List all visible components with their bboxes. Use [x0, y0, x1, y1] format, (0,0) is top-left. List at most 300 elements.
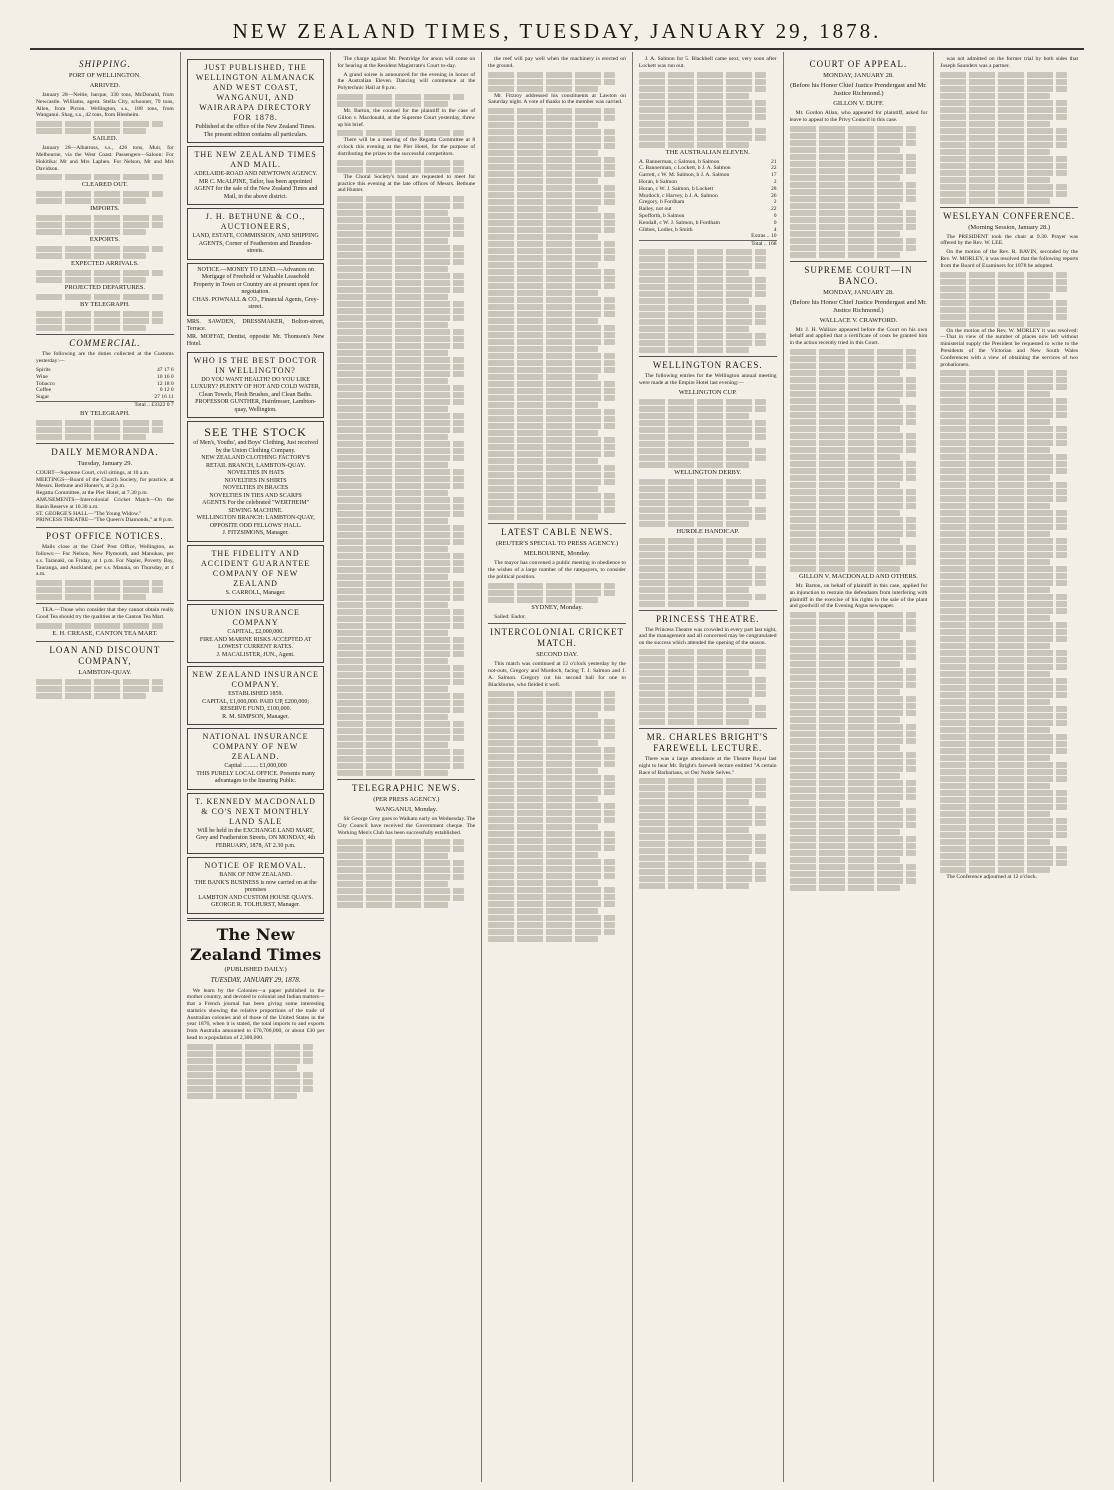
text-filler	[790, 857, 900, 863]
text-filler	[36, 594, 146, 600]
text-filler	[639, 521, 749, 527]
text-filler	[639, 580, 766, 586]
text-filler	[940, 391, 1050, 397]
text-filler	[639, 538, 766, 544]
text-filler	[790, 391, 917, 397]
text-filler	[790, 668, 917, 674]
text-filler	[940, 142, 1067, 148]
text-filler	[940, 671, 1050, 677]
divider	[36, 527, 174, 528]
text-filler	[488, 332, 615, 338]
text-filler	[36, 246, 163, 252]
text-filler	[488, 325, 615, 331]
text-filler	[36, 420, 163, 426]
text-filler	[790, 710, 917, 716]
text-filler	[790, 161, 917, 167]
text-filler	[337, 196, 464, 202]
text-filler	[639, 256, 766, 262]
table-row: Gregory, b Fordham 2	[638, 199, 777, 206]
text-filler	[790, 829, 900, 835]
text-filler	[790, 836, 917, 842]
post-title: POST OFFICE NOTICES.	[46, 531, 164, 542]
table-row: Horan, b Salmon 2	[638, 178, 777, 185]
text-filler	[940, 517, 1067, 523]
text-filler	[790, 245, 917, 251]
bank-name: BANK OF NEW ZEALAND.	[219, 872, 292, 878]
shoe-company: WELLINGTON BRANCH: LAMBTON-QUAY, OPPOSITE ODD FELLOWS' HALL.	[196, 515, 315, 529]
money-ad	[187, 263, 325, 316]
supreme-case: WALLACE V. CRAWFORD.	[819, 316, 898, 324]
text-filler	[940, 489, 1067, 495]
text-filler	[488, 283, 615, 289]
text-filler	[940, 86, 1067, 92]
text-filler	[940, 314, 1067, 320]
text-filler	[940, 198, 1050, 204]
text-filler	[790, 703, 917, 709]
text-filler	[790, 524, 917, 530]
text-filler	[488, 444, 615, 450]
text-filler	[337, 238, 447, 244]
text-filler	[337, 336, 464, 342]
duties-table	[36, 367, 174, 409]
text-filler	[940, 496, 1067, 502]
text-filler	[337, 581, 464, 587]
text-filler	[790, 370, 900, 376]
text-filler	[337, 357, 464, 363]
text-filler	[337, 588, 464, 594]
text-filler	[940, 699, 1050, 705]
text-filler	[940, 307, 1067, 313]
table-row: Extras .. 10	[751, 233, 777, 240]
text-filler	[36, 121, 163, 127]
nztimes-ad	[187, 146, 325, 205]
text-filler	[940, 748, 1067, 754]
wellington-races-text: The following entries for the Wellington annual meeting were made at the Empire Hotel last evening:—	[638, 372, 777, 386]
wesleyan-sub: (Morning Session, January 28.)	[968, 223, 1051, 231]
text-filler	[337, 266, 447, 272]
text-filler	[940, 503, 1050, 509]
latest-cable-title: LATEST CABLE NEWS.	[500, 527, 614, 538]
text-filler	[790, 133, 917, 139]
text-filler	[940, 475, 1050, 481]
text-filler	[639, 462, 749, 468]
text-filler	[337, 399, 464, 405]
text-filler	[790, 752, 917, 758]
table-row: Total .. 168	[639, 241, 777, 248]
text-filler	[790, 510, 900, 516]
commercial-intro: The following are the duties collected at the Customs yesterday:—	[36, 351, 174, 365]
text-filler	[940, 398, 1067, 404]
text-filler	[337, 574, 447, 580]
removal-ad	[187, 857, 325, 914]
text-filler	[337, 867, 464, 873]
text-filler	[940, 384, 1067, 390]
text-filler	[488, 227, 615, 233]
national-ad	[187, 728, 325, 790]
text-filler	[790, 864, 917, 870]
stock-ad	[187, 421, 325, 542]
text-filler	[187, 1093, 297, 1099]
text-filler	[639, 827, 749, 833]
text-filler	[337, 427, 464, 433]
text-filler	[488, 486, 598, 492]
latest-cable-sub: (REUTER'S SPECIAL TO PRESS AGENCY.)	[495, 540, 619, 548]
text-filler	[639, 587, 749, 593]
text-filler	[790, 356, 917, 362]
text-filler	[940, 615, 1050, 621]
text-filler	[940, 846, 1067, 852]
text-filler	[639, 883, 749, 889]
text-filler	[488, 437, 615, 443]
text-filler	[940, 79, 1067, 85]
text-filler	[187, 1086, 314, 1092]
novelty-line: NOVELTIES IN BRACES	[223, 485, 289, 491]
text-filler	[790, 433, 917, 439]
text-filler	[337, 392, 464, 398]
text-filler	[337, 308, 464, 314]
text-filler	[337, 560, 464, 566]
text-filler	[337, 693, 464, 699]
text-filler	[36, 623, 163, 629]
text-filler	[940, 286, 1067, 292]
text-filler	[639, 813, 766, 819]
text-filler	[790, 531, 917, 537]
derby-title: WELLINGTON DERBY.	[674, 468, 742, 476]
paragraph: the reef will pay well when the machinery is erected on the ground.	[488, 56, 626, 69]
column-4	[482, 52, 633, 1482]
text-filler	[940, 601, 1067, 607]
text-filler	[337, 350, 447, 356]
text-filler	[488, 852, 598, 858]
wellington-races-title: WELLINGTON RACES.	[652, 359, 763, 370]
divider	[488, 523, 626, 524]
text-filler	[488, 416, 615, 422]
text-filler	[639, 298, 749, 304]
text-filler	[940, 279, 1067, 285]
text-filler	[337, 630, 447, 636]
text-filler	[790, 566, 900, 572]
text-filler	[940, 405, 1067, 411]
text-filler	[940, 629, 1067, 635]
text-filler	[639, 507, 766, 513]
text-filler	[940, 370, 1067, 376]
text-filler	[940, 293, 1050, 299]
text-filler	[790, 724, 917, 730]
union-title: UNION INSURANCE COMPANY	[211, 608, 300, 627]
paper-date: TUESDAY, JANUARY 29, 1878.	[210, 975, 301, 984]
table-row: Bailey, not out 22	[638, 206, 777, 213]
table-row: Spirits 47 17 6	[36, 366, 174, 373]
text-filler	[790, 363, 917, 369]
almanack-text: Published at the office of the New Zealand Times. The present edition contains all particulars.	[195, 124, 316, 138]
text-filler	[337, 231, 464, 237]
text-filler	[36, 580, 163, 586]
text-filler	[940, 734, 1067, 740]
paragraph: Mr. Fitzroy addressed his constituents at Lawton on Saturday night. A vote of thanks to the member was carried.	[488, 92, 626, 106]
text-filler	[337, 455, 464, 461]
table-row: Spofforth, b Salmon 0	[638, 212, 777, 219]
text-filler	[36, 215, 163, 221]
text-filler	[790, 815, 917, 821]
text-filler	[940, 720, 1067, 726]
memoranda-title: DAILY MEMORANDA.	[51, 446, 159, 457]
column-7	[934, 52, 1084, 1482]
text-filler	[488, 150, 598, 156]
text-filler	[488, 276, 615, 282]
paper-sub: (PUBLISHED DAILY.)	[224, 965, 287, 973]
table-row: Sugar 27 16 11	[36, 394, 174, 401]
text-filler	[639, 486, 766, 492]
text-filler	[488, 199, 615, 205]
text-filler	[488, 719, 615, 725]
text-filler	[639, 72, 766, 78]
text-filler	[337, 413, 464, 419]
text-filler	[790, 349, 917, 355]
text-filler	[337, 721, 464, 727]
text-filler	[488, 810, 615, 816]
divider	[337, 779, 475, 780]
text-filler	[940, 622, 1067, 628]
text-filler	[639, 107, 766, 113]
union-text: FIRE AND MARINE RISKS ACCEPTED AT LOWEST CURRENT RATES.	[199, 636, 312, 650]
text-filler	[36, 229, 146, 235]
text-filler	[940, 580, 1067, 586]
text-filler	[488, 136, 615, 142]
text-filler	[488, 304, 615, 310]
text-filler	[940, 685, 1067, 691]
expected-head: EXPECTED ARRIVALS.	[70, 260, 139, 268]
text-filler	[488, 86, 598, 92]
text-filler	[337, 130, 464, 136]
text-filler	[337, 895, 464, 901]
imports-head: IMPORTS.	[90, 205, 120, 213]
text-filler	[488, 726, 615, 732]
text-filler	[639, 785, 766, 791]
text-filler	[488, 507, 615, 513]
text-filler	[337, 770, 447, 776]
text-filler	[639, 684, 766, 690]
text-filler	[940, 135, 1067, 141]
text-filler	[940, 636, 1067, 642]
bethune-ad	[187, 208, 325, 260]
telegraphic-sub: (PER PRESS AGENCY.)	[373, 796, 440, 804]
text-filler	[337, 686, 447, 692]
text-filler	[337, 749, 464, 755]
text-filler	[790, 738, 917, 744]
canton-signature: E. H. CREASE, CANTON TEA MART.	[52, 629, 158, 637]
text-filler	[488, 72, 615, 78]
text-filler	[790, 633, 900, 639]
almanack-ad	[187, 59, 325, 143]
text-filler	[488, 339, 615, 345]
text-filler	[488, 597, 598, 603]
text-filler	[187, 1058, 314, 1064]
text-filler	[36, 427, 163, 433]
text-filler	[940, 163, 1067, 169]
masthead: NEW ZEALAND TIMES, TUESDAY, JANUARY 29, 1878.	[30, 14, 1084, 50]
text-filler	[337, 763, 464, 769]
text-filler	[488, 747, 615, 753]
text-filler	[337, 623, 464, 629]
text-filler	[337, 846, 464, 852]
text-filler	[790, 717, 900, 723]
text-filler	[488, 367, 615, 373]
text-filler	[639, 712, 766, 718]
text-filler	[790, 426, 900, 432]
text-filler	[488, 901, 615, 907]
text-filler	[337, 874, 464, 880]
text-filler	[337, 728, 464, 734]
text-filler	[790, 489, 917, 495]
text-filler	[940, 853, 1067, 859]
text-filler	[488, 866, 615, 872]
text-filler	[337, 462, 447, 468]
text-filler	[488, 143, 615, 149]
text-filler	[940, 482, 1067, 488]
bank-text: THE BANK'S BUSINESS is now carried on at the premises	[194, 879, 317, 893]
nztimes-sub: ADELAIDE-ROAD AND NEWTOWN AGENCY.	[193, 171, 318, 177]
text-filler	[36, 325, 146, 331]
text-filler	[790, 496, 917, 502]
text-filler	[790, 626, 917, 632]
union-capital: CAPITAL, £2,000,000.	[227, 629, 284, 635]
divider	[790, 261, 928, 262]
text-filler	[790, 482, 900, 488]
text-filler	[639, 855, 749, 861]
paragraph: J. A. Salmon for 5. Blackbell came next, very soon after Lockett was run out.	[638, 56, 777, 69]
text-filler	[639, 705, 766, 711]
text-filler	[940, 769, 1067, 775]
text-filler	[488, 761, 615, 767]
cleared-out-head: CLEARED OUT.	[81, 181, 128, 189]
text-filler	[940, 650, 1067, 656]
text-filler	[940, 573, 1067, 579]
sewing-title: AGENTS For the celebrated "WERTHEIM" SEWING MACHINE.	[202, 500, 309, 514]
text-filler	[639, 663, 766, 669]
text-filler	[337, 700, 464, 706]
text-filler	[790, 780, 917, 786]
text-filler	[790, 384, 917, 390]
text-filler	[488, 500, 615, 506]
text-filler	[639, 79, 766, 85]
text-filler	[639, 691, 766, 697]
almanack-title: JUST PUBLISHED, THE WELLINGTON ALMANACK AND WEST COAST, WANGANUI, AND WAIRARAPA DIRECTORY FOR 1878.	[195, 63, 316, 122]
text-filler	[790, 871, 917, 877]
text-filler	[790, 210, 917, 216]
column-5	[633, 52, 784, 1482]
text-filler	[639, 778, 766, 784]
text-filler	[337, 902, 447, 908]
text-filler	[488, 346, 598, 352]
text-filler	[488, 423, 615, 429]
text-filler	[639, 479, 766, 485]
text-filler	[488, 311, 615, 317]
shipping-port: PORT OF WELLINGTON.	[68, 72, 141, 79]
text-filler	[940, 727, 1050, 733]
text-filler	[940, 608, 1067, 614]
text-filler	[337, 343, 464, 349]
text-filler	[940, 412, 1067, 418]
text-filler	[639, 493, 766, 499]
text-filler	[337, 160, 464, 166]
scores-title: THE AUSTRALIAN ELEVEN.	[665, 148, 750, 156]
nzins-capital: CAPITAL, £1,000,000. PAID UP, £200,000; RESERVE FUND, £100,000.	[202, 698, 310, 712]
text-filler	[337, 756, 464, 762]
text-filler	[36, 434, 146, 440]
text-filler	[488, 796, 598, 802]
appeal-title: COURT OF APPEAL.	[809, 59, 908, 69]
sailed-head: SAILED.	[92, 135, 118, 143]
text-filler	[639, 649, 766, 655]
text-filler	[337, 483, 464, 489]
text-filler	[790, 196, 917, 202]
text-filler	[488, 192, 615, 198]
text-filler	[940, 664, 1067, 670]
text-filler	[940, 692, 1067, 698]
text-filler	[187, 1079, 314, 1085]
text-filler	[940, 156, 1067, 162]
text-filler	[337, 385, 464, 391]
text-filler	[639, 876, 766, 882]
text-filler	[639, 559, 749, 565]
princess-text: The Princess Theatre was crowded in every part last night, and the management and all concerned may be congratulated on the success which attended the opening of the season.	[638, 626, 777, 647]
text-filler	[940, 191, 1067, 197]
text-filler	[488, 936, 598, 942]
text-filler	[940, 790, 1067, 796]
text-filler	[790, 675, 917, 681]
text-filler	[488, 824, 598, 830]
text-filler	[337, 595, 464, 601]
bank-sign: GEORGE R. TOLHURST, Manager.	[211, 902, 301, 908]
text-filler	[639, 333, 766, 339]
text-filler	[36, 222, 163, 228]
text-filler	[337, 441, 464, 447]
text-filler	[790, 612, 917, 618]
divider	[940, 207, 1078, 208]
text-filler	[940, 755, 1050, 761]
text-filler	[790, 538, 900, 544]
removal-title: NOTICE OF REMOVAL.	[204, 861, 307, 870]
text-filler	[36, 693, 146, 699]
text-filler	[337, 217, 464, 223]
text-filler	[940, 447, 1050, 453]
text-filler	[337, 888, 464, 894]
text-filler	[337, 860, 464, 866]
text-filler	[940, 706, 1067, 712]
text-filler	[940, 559, 1050, 565]
text-filler	[337, 637, 464, 643]
text-filler	[940, 321, 1050, 327]
text-filler	[488, 381, 615, 387]
score-table	[639, 159, 777, 248]
text-filler	[940, 524, 1067, 530]
text-filler	[337, 203, 464, 209]
text-filler	[488, 129, 615, 135]
text-filler	[337, 434, 447, 440]
text-filler	[790, 850, 917, 856]
paragraph: The charge against Mr. Pentridge for arson will come on for hearing at the Resident Magistrate's Court to-day.	[337, 56, 476, 69]
text-filler	[36, 679, 163, 685]
cricket-sub: SECOND DAY.	[536, 651, 578, 659]
sawden-ad: MRS. SAWDEN, DRESSMAKER, Bolton-street, Terrace.	[186, 318, 325, 332]
supreme-date: MONDAY, JANUARY 28.	[823, 288, 894, 296]
text-filler	[639, 312, 766, 318]
text-filler	[940, 797, 1067, 803]
text-filler	[790, 661, 900, 667]
table-row: Garrett, c W. M. Salmon, b J. A. Salmon 17	[638, 172, 777, 179]
text-filler	[639, 698, 749, 704]
loan-title: LOAN AND DISCOUNT COMPANY,	[49, 644, 161, 666]
